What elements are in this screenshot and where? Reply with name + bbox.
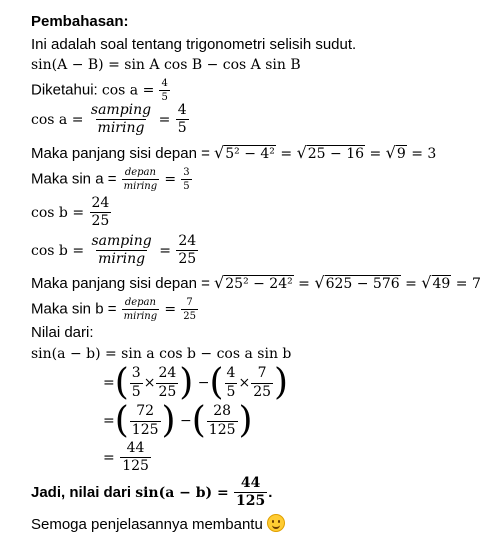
depan-a-line: Maka panjang sisi depan = √ 5² − 4² = √ 25 − 16 = √ 9 = 3 — [31, 143, 437, 162]
diketahui-label: Diketahui: — [31, 81, 98, 99]
cos-b-line: cos b = $\frac{24}{25}$ — [31, 195, 110, 230]
cos-b-ratio-line: cos b = $\frac{\text{samping}}{\text{miring}}$ = $\frac{24}{25}$ — [31, 233, 197, 268]
step-3: = $\frac{44}{125}$ — [103, 440, 149, 475]
samping-miring-fraction: $\frac{\text{samping}}{\text{miring}}$ — [90, 102, 152, 137]
sqrt-1: √ 5² − 4² — [214, 143, 275, 162]
cos-a-lhs: cos a = — [101, 82, 155, 99]
cos-a-fraction: $\frac{4}{5}$ — [161, 78, 168, 103]
sin-ab-formula: sin(a − b) = sin a cos b − cos a sin b — [31, 346, 292, 362]
depan-miring-fraction-a: $\frac{\text{depan}}{\text{miring}}$ — [123, 167, 158, 192]
diketahui-line — [31, 78, 171, 103]
cos-b-value-fraction: $\frac{24}{25}$ — [91, 195, 110, 230]
depan-b-line: Maka panjang sisi depan = √ 25² − 24² = √ 625 − 576 = √ 49 = 7 — [31, 273, 481, 292]
sqrt-2: √ 25 − 16 — [296, 143, 365, 162]
cos-a-ratio-line: cos a = $\frac{\text{samping}}{\text{miring}}$ = $\frac{4}{5}$ — [31, 102, 187, 137]
smiling-face-icon — [267, 514, 285, 532]
sin-a-value-fraction: $\frac{3}{5}$ — [183, 167, 190, 192]
nilai-label: Nilai dari: — [31, 324, 94, 341]
sin-a-line: Maka sin a = $\frac{\text{depan}}{\text{miring}}$ = $\frac{3}{5}$ — [31, 167, 190, 192]
heading: Pembahasan: — [31, 13, 129, 30]
sin-b-line: Maka sin b = $\frac{\text{depan}}{\text{miring}}$ = $\frac{7}{25}$ — [31, 297, 196, 322]
sqrt-5: √ 625 − 576 — [314, 273, 400, 292]
step-2: =( $\frac{72}{125}$ ) −( $\frac{28}{125}$ ) — [103, 400, 253, 441]
cos-a-value-fraction: $\frac{4}{5}$ — [177, 102, 187, 137]
closing: Semoga penjelasannya membantu — [31, 514, 285, 534]
formula-sin-difference: sin(A − B) = sin A cos B − cos A sin B — [31, 57, 301, 73]
conclusion: Jadi, nilai dari sin(a − b) = $\frac{44}{125}$ . — [31, 475, 273, 510]
sqrt-4: √ 25² − 24² — [214, 273, 293, 292]
sqrt-3: √ 9 — [385, 143, 406, 162]
sqrt-6: √ 49 — [421, 273, 451, 292]
step-1: =( $\frac{3}{5}$ × $\frac{24}{25}$ ) −( $\frac{4}{5}$ × $\frac{7}{25}$ ) — [103, 362, 289, 403]
intro-text: Ini adalah soal tentang trigonometri selisih sudut. — [31, 36, 357, 53]
